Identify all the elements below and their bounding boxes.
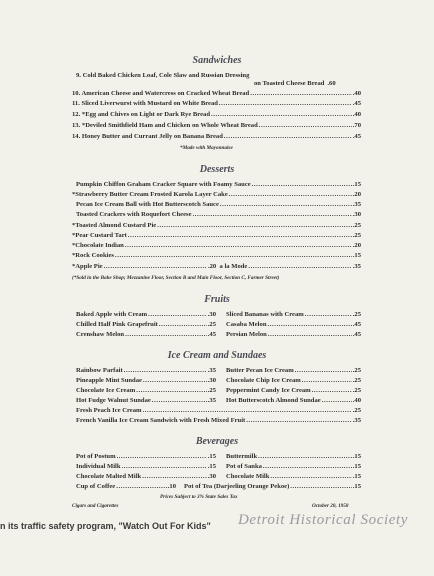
ice-cream-item — [226, 377, 361, 385]
price: .25 — [352, 367, 361, 374]
price: .15 — [352, 483, 361, 490]
item-label: Chocolate Chip Ice Cream — [226, 377, 301, 384]
item-label: Sliced Bananas with Cream — [226, 311, 304, 318]
price: .45 — [352, 133, 361, 140]
beverage-item — [226, 453, 361, 461]
price: .45 — [352, 321, 361, 328]
dessert-item — [76, 181, 361, 189]
price: .15 — [352, 252, 361, 259]
item-label: Chocolate Milk — [226, 473, 270, 480]
price: .25 — [352, 222, 361, 229]
cigars-note: Cigars and Cigarettes — [72, 503, 119, 509]
fruit-item — [76, 331, 216, 339]
desserts-heading: Desserts — [199, 164, 235, 175]
item-label: 11. Sliced Liverwurst with Mustard on White Bread — [72, 100, 218, 107]
sandwich-item-10 — [72, 90, 361, 98]
price: .25 — [352, 377, 361, 384]
ice-cream-item — [76, 377, 216, 385]
sandwich-item-14 — [72, 133, 361, 141]
item-label: French Vanilla Ice Cream Sandwich with Fresh Mixed Fruit — [76, 417, 246, 424]
price: .35 — [207, 397, 216, 404]
item-label: Fresh Peach Ice Cream — [76, 407, 142, 414]
item-label: Pot of Sanka — [226, 463, 262, 470]
price: .20 — [352, 242, 361, 249]
price: .30 — [207, 473, 216, 480]
price: .35 — [352, 201, 361, 208]
price: .45 — [352, 100, 361, 107]
price: .15 — [352, 453, 361, 460]
beverage-item — [76, 483, 176, 491]
price: .10 — [167, 483, 176, 490]
dessert-item — [72, 222, 361, 230]
fruit-item — [226, 331, 361, 339]
beverage-item — [226, 463, 361, 471]
item-label: Casaba Melon — [226, 321, 267, 328]
ice-cream-item — [226, 397, 361, 405]
price: .25 — [207, 321, 216, 328]
price: .15 — [352, 463, 361, 470]
dessert-item — [72, 232, 361, 240]
item-label: Individual Milk — [76, 463, 121, 470]
price: .25 — [352, 407, 361, 414]
item-label: 10. American Cheese and Watercress on Cracked Wheat Bread — [72, 90, 250, 97]
item-label: *Toasted Almond Custard Pie — [72, 222, 157, 229]
sandwiches-heading: Sandwiches — [192, 55, 242, 66]
dessert-item — [76, 201, 361, 209]
traffic-safety-line: n its traffic safety program, "Watch Out For Kids" — [0, 521, 211, 531]
beverage-item — [76, 473, 216, 481]
price: .45 — [352, 331, 361, 338]
ice-cream-item — [76, 407, 361, 415]
sandwich-item-13 — [72, 122, 361, 130]
item-label: *Apple Pie — [72, 263, 103, 270]
fruit-item — [226, 321, 361, 329]
watermark: Detroit Historical Society — [238, 512, 409, 528]
item-label: *Chocolate Indian — [72, 242, 124, 249]
ice-cream-item — [76, 367, 216, 375]
price: .40 — [352, 111, 361, 118]
price: .25 — [352, 387, 361, 394]
sandwich-item-9-line2: on Toasted Cheese Bread — [254, 80, 325, 87]
bake-shop-note: (*Sold in the Bake Shop; Mezzanine Floor, Section B and Main Floor, Section C, Farmer Street) — [72, 275, 280, 281]
price: .60 — [327, 80, 336, 87]
ice-cream-item — [76, 387, 216, 395]
dessert-item — [72, 191, 361, 199]
ice-cream-heading: Ice Cream and Sundaes — [167, 350, 267, 361]
dessert-item — [76, 211, 361, 219]
dessert-item — [72, 242, 361, 250]
item-label: Pecan Ice Cream Ball with Hot Butterscotch Sauce — [76, 201, 219, 208]
sandwich-item-9 — [254, 80, 361, 88]
item-label: Chilled Half Pink Grapefruit — [76, 321, 158, 328]
price: .15 — [352, 473, 361, 480]
price: .15 — [207, 463, 216, 470]
beverage-item — [226, 473, 361, 481]
price: .70 — [352, 122, 361, 129]
beverage-item — [184, 483, 361, 491]
item-label: Crenshaw Melon — [76, 331, 125, 338]
item-label: Toasted Crackers with Roquefort Cheese — [76, 211, 192, 218]
price: .30 — [207, 311, 216, 318]
price: .35 — [352, 263, 361, 270]
price: .35 — [352, 417, 361, 424]
item-label: *Rock Cookies — [72, 252, 114, 259]
price: .25 — [352, 311, 361, 318]
beverages-heading: Beverages — [195, 436, 239, 447]
sandwich-item-9-line1: 9. Cold Baked Chicken Loaf, Cole Slaw and Russian Dressing — [76, 72, 250, 79]
item-label: Rainbow Parfait — [76, 367, 123, 374]
ice-cream-item — [226, 387, 361, 395]
ice-cream-item — [76, 417, 361, 425]
fruit-item — [226, 311, 361, 319]
item-label: Peppermint Candy Ice Cream — [226, 387, 311, 394]
item-label: Pot of Postum — [76, 453, 116, 460]
item-label: Chocolate Ice Cream — [76, 387, 136, 394]
sandwich-item-11 — [72, 100, 361, 108]
dessert-item — [72, 252, 361, 260]
ice-cream-item — [76, 397, 216, 405]
price: .30 — [207, 377, 216, 384]
fruit-item — [76, 311, 216, 319]
price: .40 — [352, 90, 361, 97]
item-label: 13. *Deviled Smithfield Ham and Chicken on Whole Wheat Bread — [72, 122, 258, 129]
price: .25 — [207, 387, 216, 394]
item-label: *Strawberry Butter Cream Frosted Karola Layer Cake — [72, 191, 228, 198]
item-label: Baked Apple with Cream — [76, 311, 148, 318]
item-label: Pineapple Mint Sundae — [76, 377, 142, 384]
item-label: Hot Fudge Walnut Sundae — [76, 397, 151, 404]
dessert-item-apple-pie — [72, 263, 361, 271]
price: .25 — [352, 232, 361, 239]
price: .15 — [352, 181, 361, 188]
price: .35 — [207, 367, 216, 374]
ice-cream-item — [226, 367, 361, 375]
item-label: 12. *Egg and Chives on Light or Dark Rye Bread — [72, 111, 211, 118]
price: .30 — [352, 211, 361, 218]
price: .40 — [352, 397, 361, 404]
item-label: Buttermilk — [226, 453, 258, 460]
item-label: Butter Pecan Ice Cream — [226, 367, 294, 374]
a-la-mode-label: .20 a la Mode — [207, 263, 248, 270]
item-label: Pumpkin Chiffon Graham Cracker Square with Foamy Sauce — [76, 181, 251, 188]
item-label: Cup of Coffee — [76, 483, 116, 490]
item-label: Hot Butterscotch Almond Sundae — [226, 397, 321, 404]
price: .15 — [207, 453, 216, 460]
menu-date: October 20, 1958 — [312, 503, 349, 509]
fruit-item — [76, 321, 216, 329]
item-label: 14. Honey Butter and Currant Jelly on Banana Bread — [72, 133, 223, 140]
beverage-item — [76, 453, 216, 461]
sandwich-item-12 — [72, 111, 361, 119]
price: .45 — [207, 331, 216, 338]
mayonnaise-note: *Made with Mayonnaise — [180, 145, 233, 151]
price: .20 — [352, 191, 361, 198]
tax-note: Prices Subject to 3% State Sales Tax — [160, 494, 238, 500]
item-label: Pot of Tea (Darjeeling Orange Pekoe) — [184, 483, 290, 490]
fruits-heading: Fruits — [204, 294, 230, 305]
item-label: Chocolate Malted Milk — [76, 473, 142, 480]
beverage-item — [76, 463, 216, 471]
item-label: Persian Melon — [226, 331, 267, 338]
item-label: *Pear Custard Tart — [72, 232, 127, 239]
